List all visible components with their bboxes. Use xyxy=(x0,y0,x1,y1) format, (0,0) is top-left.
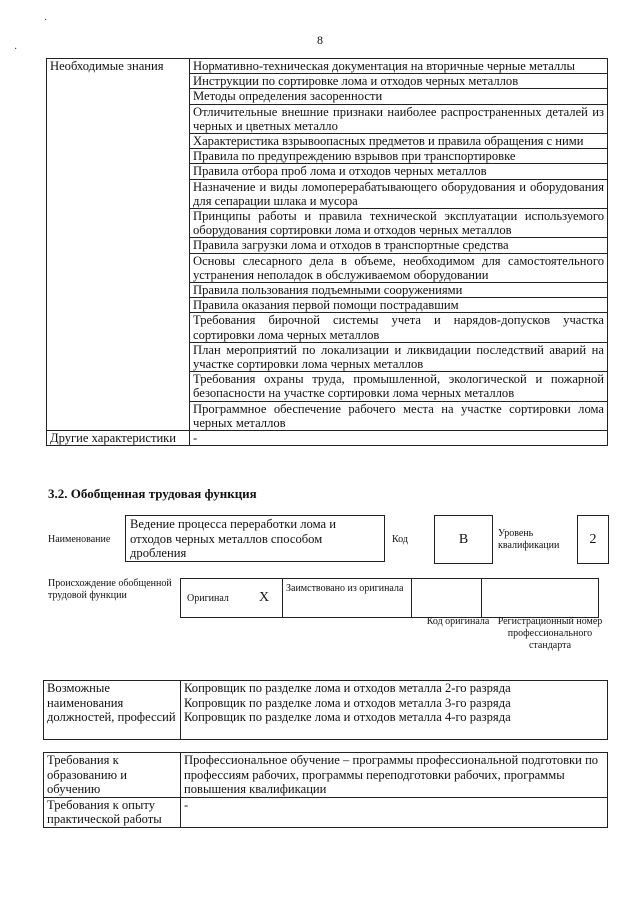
code-original-caption: Код оригинала xyxy=(426,616,490,627)
naming-label: Наименование xyxy=(48,534,111,545)
knowledge-item: Отличительные внешние признаки наиболее распространенных деталей из черных и цветных металло xyxy=(190,104,608,133)
position-item: Копровщик по разделке лома и отходов металла 2-го разряда xyxy=(184,681,511,695)
knowledge-item: Характеристика взрывоопасных предметов и правила обращения с ними xyxy=(190,134,608,149)
knowledge-item: Основы слесарного дела в объеме, необходимом для самостоятельного устранения неполадок в обслуживаемом оборудовании xyxy=(190,253,608,282)
position-item: Копровщик по разделке лома и отходов металла 3-го разряда xyxy=(184,695,511,710)
knowledge-label: Необходимые знания xyxy=(47,59,190,431)
knowledge-item: Правила по предупреждению взрывов при транспортировке xyxy=(190,149,608,164)
knowledge-item: Нормативно-техническая документация на вторичные черные металлы xyxy=(190,59,608,74)
knowledge-item: Требования бирочной системы учета и нарядов-допусков участка сортировки лома черных металлов xyxy=(190,313,608,342)
positions-values xyxy=(181,681,608,740)
page-number: 8 xyxy=(317,33,323,47)
code-value: B xyxy=(434,515,493,564)
knowledge-item: Назначение и виды ломоперерабатывающего оборудования и оборудования для сепарации шлака и мусора xyxy=(190,179,608,208)
knowledge-item: Программное обеспечение рабочего места на участке сортировки лома черных металлов xyxy=(190,401,608,430)
level-value: 2 xyxy=(577,515,609,564)
knowledge-item: Правила пользования подъемными сооружениями xyxy=(190,283,608,298)
scan-mark: · xyxy=(44,15,48,26)
knowledge-item: Правила отбора проб лома и отходов черных металлов xyxy=(190,164,608,179)
other-value: - xyxy=(190,431,608,446)
borrowed-label: Заимствовано из оригинала xyxy=(283,579,412,618)
knowledge-item: Методы определения засоренности xyxy=(190,89,608,104)
knowledge-table xyxy=(46,58,608,446)
knowledge-item: Правила загрузки лома и отходов в транспортные средства xyxy=(190,238,608,253)
reg-number-cell xyxy=(482,579,599,618)
education-table xyxy=(43,752,608,828)
origin-label: Происхождение обобщенной трудовой функции xyxy=(48,578,172,601)
knowledge-item: Требования охраны труда, промышленной, экологической и пожарной безопасности на участке сортировки лома черных металлов xyxy=(190,372,608,401)
section-title: 3.2. Обобщенная трудовая функция xyxy=(48,486,257,501)
naming-value: Ведение процесса переработки лома и отходов черных металлов способом дробления xyxy=(125,515,385,562)
experience-label: Требования к опыту практической работы xyxy=(44,797,181,827)
knowledge-item: Принципы работы и правила технической эксплуатации используемого оборудования сортировки лома и отходов черных металлов xyxy=(190,209,608,238)
knowledge-item: Инструкции по сортировке лома и отходов черных металлов xyxy=(190,74,608,89)
knowledge-item: План мероприятий по локализации и ликвидации последствий аварий на участке сортировки лома черных металлов xyxy=(190,342,608,371)
knowledge-item: Правила оказания первой помощи пострадавшим xyxy=(190,298,608,313)
original-label: Оригинал xyxy=(181,579,247,618)
education-label: Требования к образованию и обучению xyxy=(44,753,181,798)
other-label: Другие характеристики xyxy=(47,431,190,446)
code-label: Код xyxy=(392,534,408,545)
education-value: Профессиональное обучение – программы профессиональной подготовки по профессиям рабочих, программы переподготовки рабочих, программы повышения квалификации xyxy=(181,753,608,798)
origin-table xyxy=(180,578,599,618)
scan-mark: · xyxy=(14,44,18,55)
positions-table xyxy=(43,680,608,740)
original-mark: X xyxy=(246,579,283,618)
position-item: Копровщик по разделке лома и отходов металла 4-го разряда xyxy=(184,710,511,724)
reg-number-caption: Регистрационный номер профессионального стандарта xyxy=(497,616,603,651)
code-original-cell xyxy=(412,579,482,618)
level-label: Уровень квалификации xyxy=(498,528,560,551)
positions-label: Возможные наименования должностей, профессий xyxy=(44,681,181,740)
experience-value: - xyxy=(181,797,608,827)
